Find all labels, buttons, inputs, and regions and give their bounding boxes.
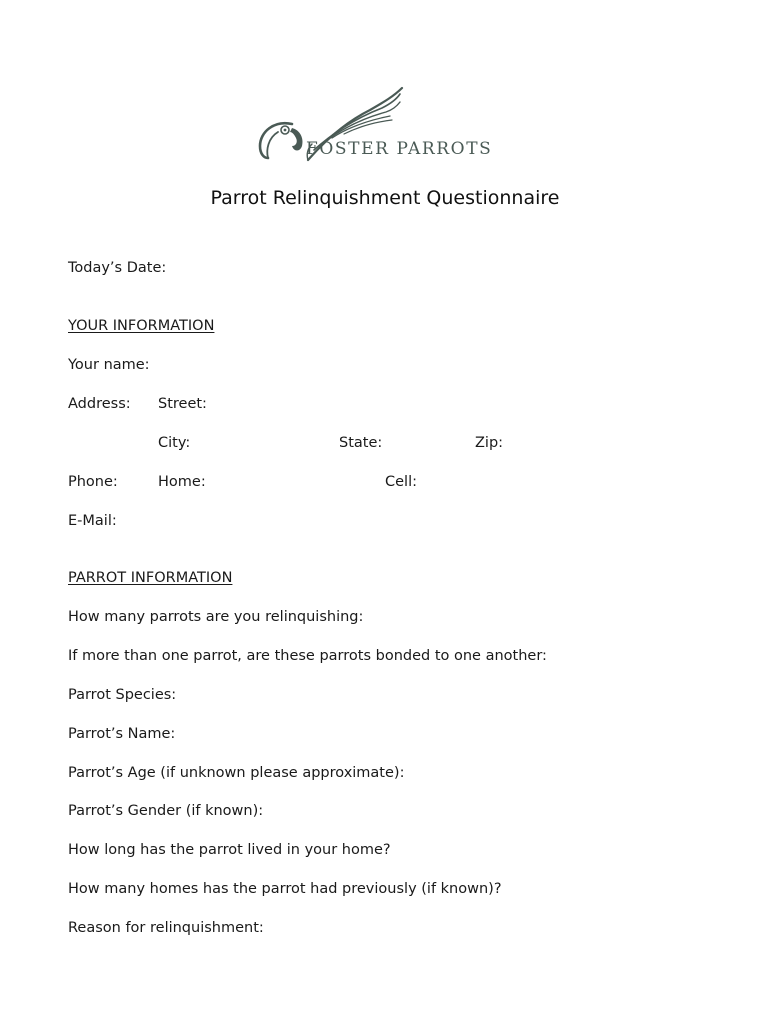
email-label: E-Mail: — [68, 513, 117, 529]
question-bonded: If more than one parrot, are these parrots bonded to one another: — [68, 648, 547, 664]
question-reason: Reason for relinquishment: — [68, 920, 264, 936]
state-label: State: — [339, 435, 383, 451]
question-species: Parrot Species: — [68, 687, 177, 703]
zip-label: Zip: — [475, 435, 504, 451]
logo-text: FOSTER PARROTS — [306, 139, 493, 159]
question-parrot-gender: Parrot’s Gender (if known): — [68, 803, 264, 819]
foster-parrots-logo — [252, 84, 517, 164]
home-phone-label: Home: — [158, 474, 206, 490]
page-title: Parrot Relinquishment Questionnaire — [210, 187, 560, 209]
parrot-information-heading: PARROT INFORMATION — [68, 570, 233, 586]
question-parrot-name: Parrot’s Name: — [68, 726, 176, 742]
cell-phone-label: Cell: — [385, 474, 417, 490]
question-previous-homes: How many homes has the parrot had previously (if known)? — [68, 881, 502, 897]
todays-date-label: Today’s Date: — [68, 260, 167, 276]
phone-label: Phone: — [68, 474, 118, 490]
street-label: Street: — [158, 396, 207, 412]
question-time-in-home: How long has the parrot lived in your home? — [68, 842, 391, 858]
city-label: City: — [158, 435, 191, 451]
question-parrot-age: Parrot’s Age (if unknown please approximate): — [68, 765, 405, 781]
address-label: Address: — [68, 396, 131, 412]
question-parrot-count: How many parrots are you relinquishing: — [68, 609, 364, 625]
your-name-label: Your name: — [68, 357, 150, 373]
your-information-heading: YOUR INFORMATION — [68, 318, 215, 334]
